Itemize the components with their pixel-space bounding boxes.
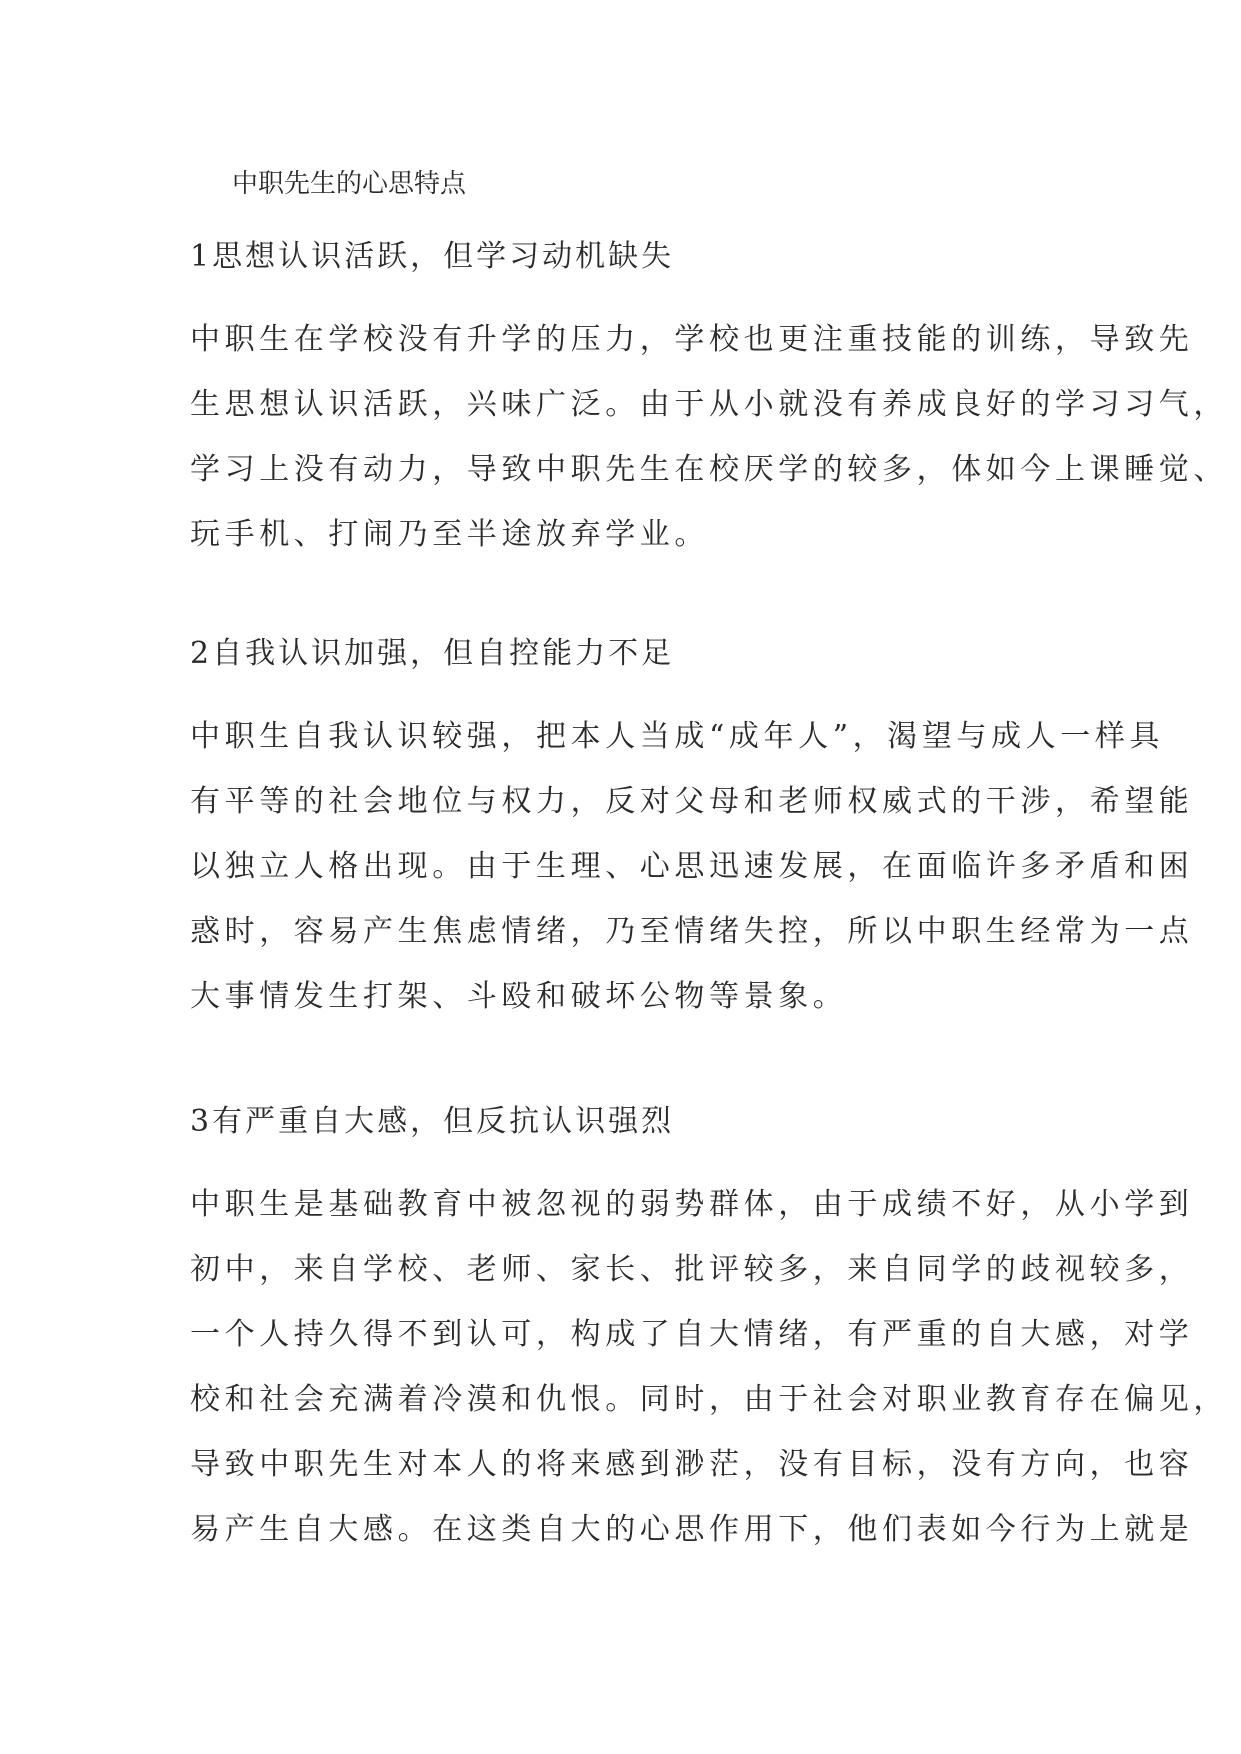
section-3-paragraph <box>190 1172 1228 1562</box>
paragraph-line: 一个人持久得不到认可，构成了自大情绪，有严重的自大感，对学 <box>190 1317 1194 1352</box>
paragraph-line: 中职生是基础教育中被忽视的弱势群体，由于成绩不好，从小学到 <box>190 1187 1194 1222</box>
paragraph-line: 学习上没有动力，导致中职先生在校厌学的较多，体如今上课睡觉、 <box>190 452 1228 487</box>
paragraph-line: 中职生在学校没有升学的压力，学校也更注重技能的训练，导致先 <box>190 322 1194 357</box>
paragraph-line: 有平等的社会地位与权力，反对父母和老师权威式的干涉，希望能 <box>190 784 1194 819</box>
section-2-heading: 2自我认识加强，但自控能力不足 <box>190 636 675 671</box>
paragraph-line: 大事情发生打架、斗殴和破坏公物等景象。 <box>190 979 848 1014</box>
section-1-paragraph <box>190 307 1228 567</box>
section-3-heading: 3有严重自大感，但反抗认识强烈 <box>190 1104 675 1139</box>
paragraph-line: 校和社会充满着冷漠和仇恨。同时，由于社会对职业教育存在偏见， <box>190 1382 1228 1417</box>
paragraph-line: 中职生自我认识较强，把本人当成“成年人”，渴望与成人一样具 <box>190 719 1165 754</box>
paragraph-line: 导致中职先生对本人的将来感到渺茫，没有目标，没有方向，也容 <box>190 1447 1194 1482</box>
section-2-paragraph <box>190 704 1194 1029</box>
paragraph-line: 生思想认识活跃，兴味广泛。由于从小就没有养成良好的学习习气， <box>190 387 1228 422</box>
paragraph-line: 惑时，容易产生焦虑情绪，乃至情绪失控，所以中职生经常为一点 <box>190 914 1194 949</box>
section-1-heading: 1思想认识活跃，但学习动机缺失 <box>190 239 675 274</box>
paragraph-line: 易产生自大感。在这类自大的心思作用下，他们表如今行为上就是 <box>190 1512 1194 1547</box>
paragraph-line: 以独立人格出现。由于生理、心思迅速发展，在面临许多矛盾和困 <box>190 849 1194 884</box>
paragraph-line: 玩手机、打闹乃至半途放弃学业。 <box>190 517 709 552</box>
paragraph-line: 初中，来自学校、老师、家长、批评较多，来自同学的歧视较多， <box>190 1252 1194 1287</box>
document-title: 中职先生的心思特点 <box>232 169 467 199</box>
